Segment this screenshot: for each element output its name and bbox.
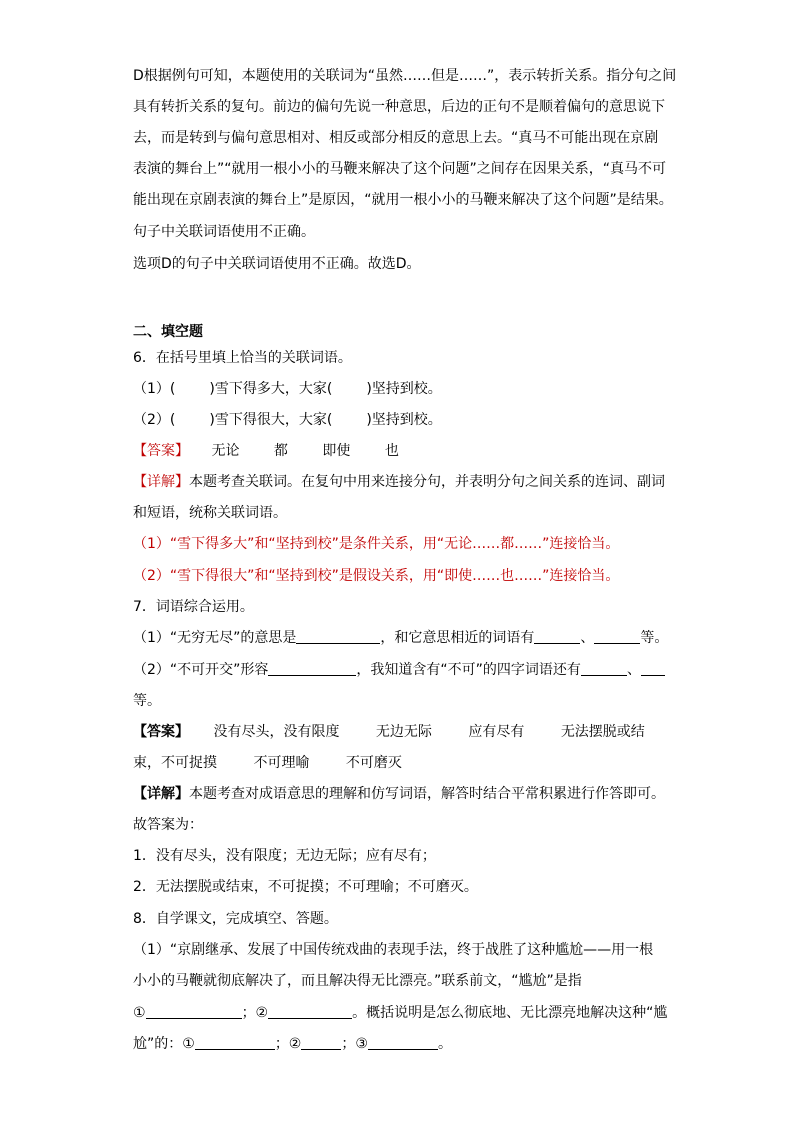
q8-l4a: 尬”的：① (133, 1036, 195, 1052)
q7-sentence-2 (133, 660, 665, 680)
q8-line-2: 小小的马鞭就彻底解决了，而且解决得无比漂亮。”联系前文，“尴尬”是指 (133, 973, 582, 989)
answer-item: 无论 (211, 443, 240, 459)
answer-blank[interactable] (268, 661, 356, 676)
q6-detail-1 (133, 472, 665, 492)
q7-s1b: ，和它意思相近的词语有 (380, 630, 535, 646)
answer-item: 无法摆脱或结 (560, 724, 645, 740)
answer-blank[interactable] (641, 661, 665, 676)
q6-stem: 6．在括号里填上恰当的关联词语。 (133, 350, 352, 366)
answer-item: 没有尽头，没有限度 (213, 724, 340, 740)
q7-sentence-2-cont: 等。 (133, 693, 161, 709)
q8-l3a: ① (133, 1005, 146, 1021)
answer-blank[interactable] (581, 661, 627, 676)
q7-s1a: （1）“无穷无尽”的意思是 (133, 630, 297, 646)
q7-detail-4: 2．无法摆脱或结束，不可捉摸；不可理喻；不可磨灭。 (133, 879, 478, 895)
answer-item: 应有尽有 (468, 724, 525, 740)
answer-item: 即使 (322, 443, 351, 459)
answer-tag: 【答案】 (133, 443, 189, 459)
q7-sentence-1 (133, 628, 668, 648)
line-p1: D根据例句可知，本题使用的关联词为“虽然……但是……”，表示转折关系。指分句之间 (133, 68, 677, 84)
q7-s2c: 、 (626, 662, 641, 678)
q7-s2b: ，我知道含有“不可”的四字词语还有 (356, 662, 581, 678)
q7-s1d: 等。 (640, 630, 669, 646)
answer-blank[interactable] (268, 1004, 352, 1019)
answer-blank[interactable] (146, 1004, 242, 1019)
q8-l3c: 。概括说明是怎么彻底地、无比漂亮地解决这种“尴 (352, 1005, 668, 1021)
q6-detail-3: （1）“雪下得多大”和“坚持到校”是条件关系，用“无论……都……”连接恰当。 (133, 536, 620, 552)
q6-s2a: （2）( (133, 412, 176, 428)
q7-detail-2: 故答案为： (133, 817, 203, 833)
q7-detail-1 (133, 784, 665, 804)
line-p6: 句子中关联词语使用不正确。 (133, 224, 315, 240)
section-title: 二、填空题 (133, 324, 203, 340)
answer-blank[interactable] (301, 1035, 341, 1050)
q6-sentence-2 (133, 410, 442, 430)
line-p5: 能出现在京剧表演的舞台上”是原因，“就用一根小小的马鞭来解决了这个问题”是结果。 (133, 192, 673, 208)
answer-blank[interactable] (195, 1035, 275, 1050)
q8-stem: 8．自学课文，完成填空、答题。 (133, 911, 338, 927)
detail-tag: 【详解】 (133, 474, 189, 490)
q7-detail-text: 本题考查对成语意思的理解和仿写词语，解答时结合平常积累进行作答即可。 (189, 786, 665, 802)
detail-tag: 【详解】 (133, 786, 189, 802)
answer-tag: 【答案】 (133, 724, 189, 740)
answer-item: 无边无际 (375, 724, 432, 740)
q6-detail-text: 本题考查关联词。在复句中用来连接分句，并表明分句之间关系的连词、副词 (189, 474, 665, 490)
q6-s2c: )坚持到校。 (366, 412, 442, 428)
q7-s1c: 、 (580, 630, 595, 646)
answer-item: 不可理喻 (253, 755, 310, 771)
q7-stem: 7．词语综合运用。 (133, 599, 254, 615)
q6-sentence-1 (133, 379, 442, 399)
q6-detail-2: 和短语，统称关联词语。 (133, 505, 287, 521)
line-p2: 具有转折关系的复句。前边的偏句先说一种意思，后边的正句不是顺着偏句的意思说下 (133, 99, 665, 115)
answer-blank[interactable] (594, 629, 640, 644)
q8-line-3 (133, 1003, 667, 1023)
line-p3: 去，而是转到与偏句意思相对、相反或部分相反的意思上去。“真马不可能出现在京剧 (133, 130, 659, 146)
answer-blank[interactable] (296, 629, 380, 644)
answer-item: 都 (273, 443, 288, 459)
answer-item: 束，不可捉摸 (133, 755, 217, 771)
q8-line-4 (133, 1034, 452, 1054)
q8-line-1: （1）“京剧继承、发展了中国传统戏曲的表现手法，终于战胜了这种尴尬——用一根 (133, 942, 654, 958)
answer-blank[interactable] (534, 629, 580, 644)
answer-item: 也 (384, 443, 399, 459)
q6-s2b: )雪下得很大，大家( (209, 412, 333, 428)
line-p7: 选项D的句子中关联词语使用不正确。故选D。 (133, 256, 421, 272)
q6-s1b: )雪下得多大，大家( (209, 381, 333, 397)
q7-detail-3: 1．没有尽头，没有限度；无边无际；应有尽有； (133, 848, 436, 864)
answer-blank[interactable] (368, 1035, 438, 1050)
q8-l4d: 。 (437, 1036, 452, 1052)
q6-s1a: （1）( (133, 381, 176, 397)
q7-s2a: （2）“不可开交”形容 (133, 662, 269, 678)
q8-l4c: ；③ (341, 1036, 368, 1052)
line-p4: 表演的舞台上”“就用一根小小的马鞭来解决了这个问题”之间存在因果关系，“真马不可 (133, 161, 667, 177)
q7-answer-2 (133, 753, 402, 773)
q8-l4b: ；② (274, 1036, 302, 1052)
q6-detail-4: （2）“雪下得很大”和“坚持到校”是假设关系，用“即使……也……”连接恰当。 (133, 568, 620, 584)
q6-answer (133, 441, 399, 461)
q8-l3b: ；② (241, 1005, 269, 1021)
q7-answer-1 (133, 722, 645, 742)
q6-s1c: )坚持到校。 (366, 381, 442, 397)
answer-item: 不可磨灭 (345, 755, 402, 771)
